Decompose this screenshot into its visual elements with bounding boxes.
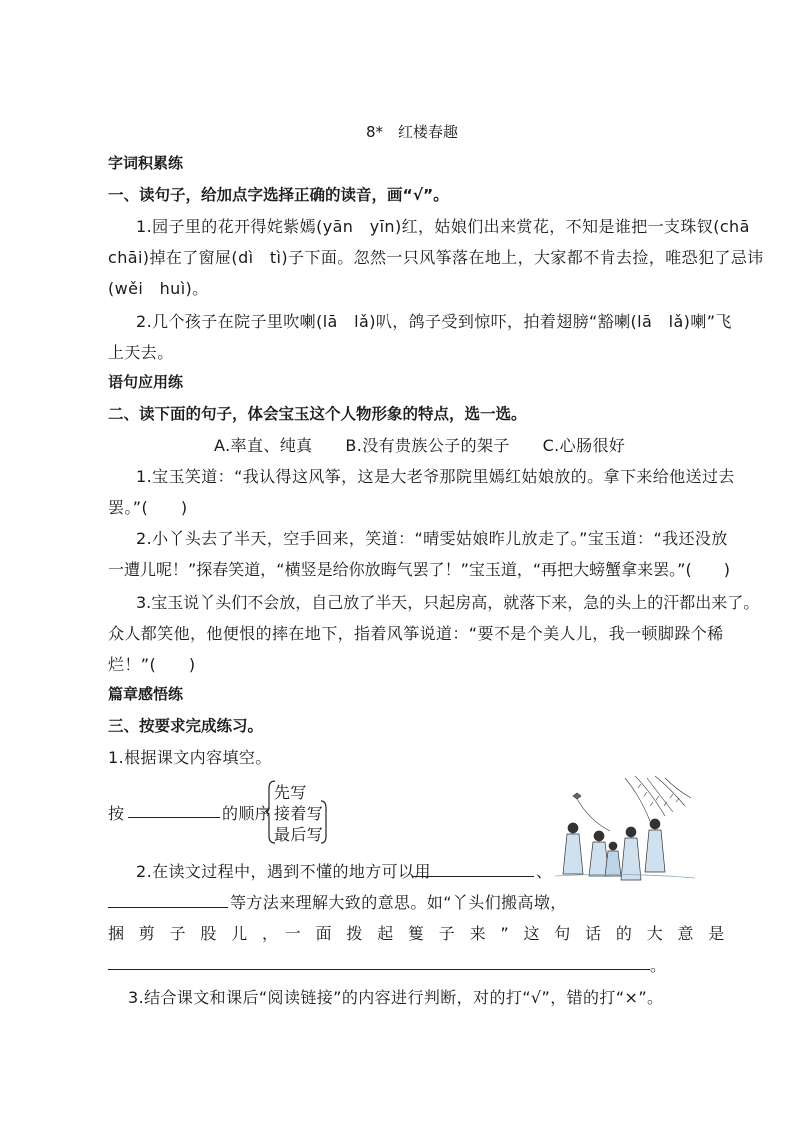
question-1-line: 1.园子里的花开得姹紫嫣(yān yīn)红，姑娘们出来赏花，不知是谁把一支珠钗(chā: [136, 217, 750, 236]
order-item-last: 最后写: [274, 825, 324, 844]
question-3-3: 3.结合课文和课后“阅读链接”的内容进行判断，对的打“√”，错的打“×”。: [128, 988, 664, 1007]
section-heading-vocab: 字词积累练: [108, 154, 184, 172]
order-mid: 的顺序: [222, 804, 272, 823]
question-2-line: 一遭儿呢！”探春笑道，“横竖是给你放晦气罢了！”宝玉道，“再把大螃蟹拿来罢。”( ): [108, 560, 730, 579]
section-heading-sentence: 语句应用练: [108, 373, 184, 391]
question-1-line: 上天去。: [108, 343, 174, 362]
question-3-2-comma: 、: [536, 862, 553, 881]
answer-blank[interactable]: [108, 952, 650, 970]
question-1-heading: 一、读句子，给加点字选择正确的读音，画“√”。: [108, 186, 449, 204]
page-title: 8* 红楼春趣: [366, 123, 459, 141]
illustration-kite-flying: [555, 776, 695, 884]
question-3-heading: 三、按要求完成练习。: [108, 717, 264, 735]
answer-blank[interactable]: [108, 890, 228, 908]
question-2-line: 2.小丫头去了半天，空手回来，笑道：“晴雯姑娘昨儿放走了。”宝玉道：“我还没放: [136, 529, 728, 548]
answer-blank[interactable]: [412, 859, 534, 877]
order-prefix: 按: [108, 804, 125, 823]
question-3-2-text: 2.在读文过程中，遇到不懂的地方可以用: [136, 862, 431, 881]
question-3-2-end: 。: [650, 956, 667, 975]
right-bracket: [320, 800, 328, 844]
order-item-first: 先写: [274, 783, 307, 802]
section-heading-passage: 篇章感悟练: [108, 685, 184, 703]
question-2-line: 罢。”( ): [108, 498, 188, 517]
question-1-line: 2.几个孩子在院子里吹喇(lā lǎ)叭，鸽子受到惊吓，拍着翅膀“豁喇(lā lǎ)喇”飞: [136, 312, 732, 331]
question-1-line: chāi)掉在了窗屉(dì tì)子下面。忽然一只风筝落在地上，大家都不肯去捡，唯恐犯了忌讳: [108, 248, 764, 267]
question-3-2-text: 捆 剪 子 股 儿 ， 一 面 拨 起 篗 子 来 ” 这 句 话 的 大 意 是: [108, 924, 724, 943]
order-item-next: 接着写: [274, 804, 324, 823]
question-3-1: 1.根据课文内容填空。: [108, 748, 272, 767]
question-2-line: 1.宝玉笑道：“我认得这风筝，这是大老爷那院里嫣红姑娘放的。拿下来给他送过去: [136, 467, 735, 486]
question-2-options: A.率直、纯真 B.没有贵族公子的架子 C.心肠很好: [214, 436, 626, 455]
order-blank[interactable]: [128, 800, 220, 818]
question-3-2-text: 等方法来理解大致的意思。如“丫头们搬高墩，: [230, 893, 567, 912]
question-2-line: 众人都笑他，他便恨的摔在地下，指着风筝说道：“要不是个美人儿，我一顿脚跺个稀: [108, 624, 724, 643]
question-2-heading: 二、读下面的句子，体会宝玉这个人物形象的特点，选一选。: [108, 405, 527, 423]
question-2-line: 烂！”( ): [108, 655, 196, 674]
question-2-line: 3.宝玉说丫头们不会放，自己放了半天，只起房高，就落下来，急的头上的汗都出来了。: [136, 593, 760, 612]
question-1-line: (wěi huì)。: [108, 279, 209, 298]
